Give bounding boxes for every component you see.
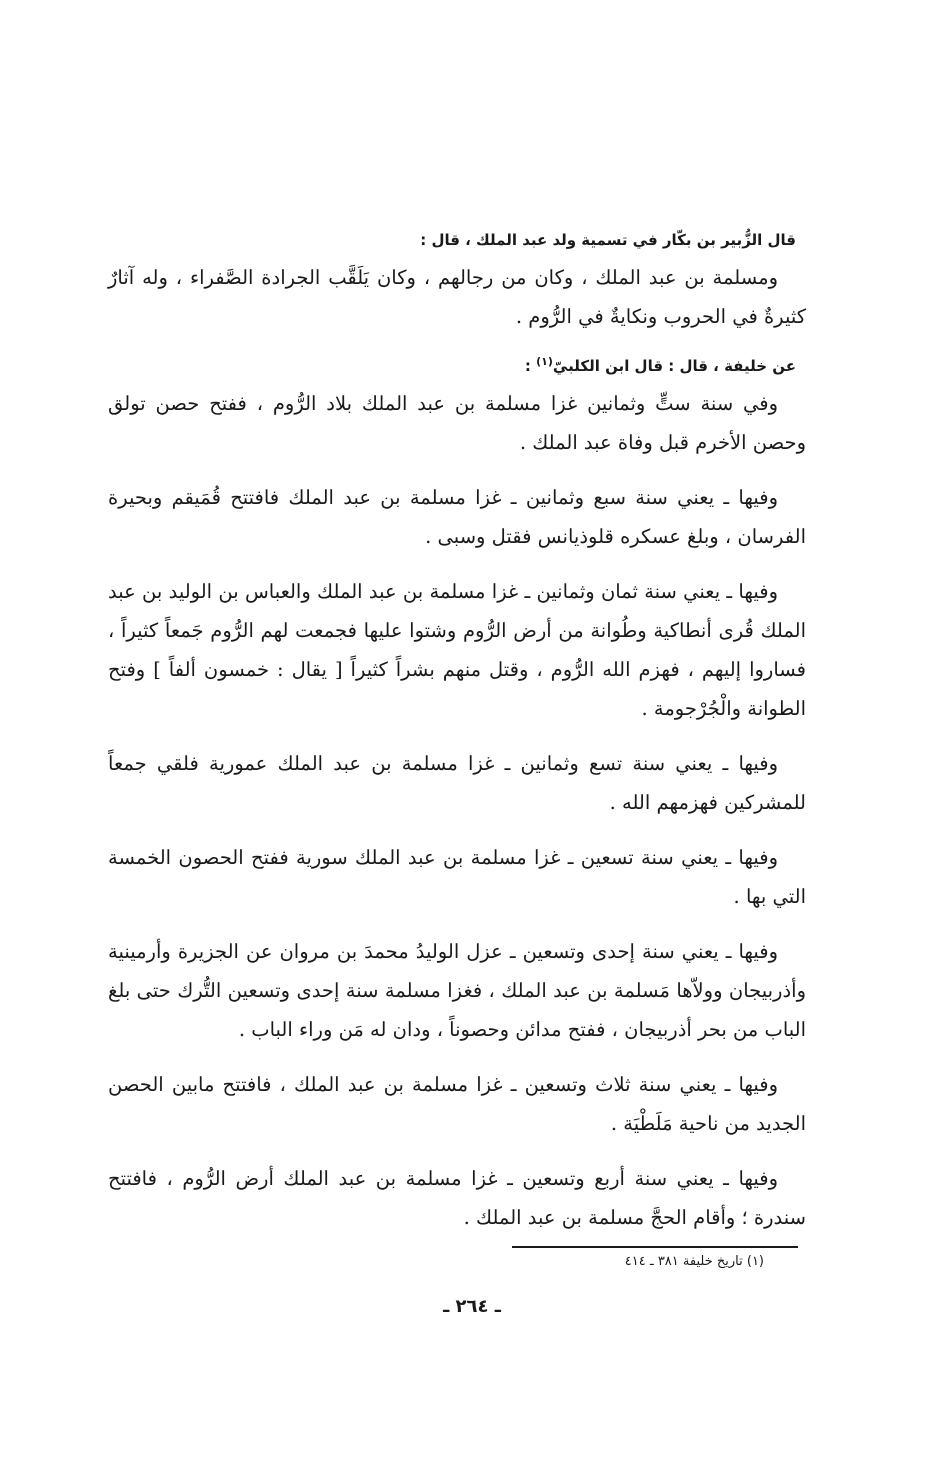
page-number: ـ ٢٦٤ ـ bbox=[443, 1296, 501, 1317]
footnote-divider bbox=[512, 1246, 798, 1248]
paragraph: وفيها ـ يعني سنة سبع وثمانين ـ غزا مسلمة بن عبد الملك فافتتح قُمَيقم وبحيرة الفرسان ، وبلغ عسكره قلوذيانس فقتل وسبى . bbox=[108, 486, 806, 548]
paragraph: وفيها ـ يعني سنة تسعين ـ غزا مسلمة بن عبد الملك سورية ففتح الحصون الخمسة التي بها . bbox=[108, 846, 806, 908]
page-body bbox=[108, 226, 806, 1253]
paragraph: وفيها ـ يعني سنة تسع وثمانين ـ غزا مسلمة بن عبد الملك عمورية فلقي جمعاً للمشركين فهزمهم الله . bbox=[108, 752, 806, 814]
footnote-reference: (١) bbox=[536, 355, 553, 368]
section-2-heading-tail: : bbox=[524, 357, 537, 375]
section-1-heading: قال الزُّبير بن بكّار في تسمية ولد عبد الملك ، قال : bbox=[420, 231, 796, 249]
footnote: (١) تاريخ خليفة ٣٨١ ـ ٤١٤ bbox=[624, 1254, 764, 1269]
section-1 bbox=[108, 226, 806, 336]
section-2-heading-text: عن خليفة ، قال : قال ابن الكلبيّ bbox=[552, 357, 796, 375]
paragraph: وفي سنة ستٍّ وثمانين غزا مسلمة بن عبد الملك بلاد الرُّوم ، ففتح حصن تولق وحصن الأخرم قبل وفاة عبد الملك . bbox=[108, 392, 806, 454]
paragraph: وفيها ـ يعني سنة أربع وتسعين ـ غزا مسلمة بن عبد الملك أرض الرُّوم ، فافتتح سندرة ؛ وأقام الحجَّ مسلمة بن عبد الملك . bbox=[108, 1167, 806, 1229]
paragraph: وفيها ـ يعني سنة إحدى وتسعين ـ عزل الوليدُ محمدَ بن مروان عن الجزيرة وأرمينية وأذربيجان وولاّها مَسلمة بن عبد الملك ، فغزا مسلمة سنة إحدى وتسعين التُّرك حتى بلغ الباب من بحر أذربيجان ، ففتح مدائن وحصوناً ، ودان له مَن وراء الباب . bbox=[108, 940, 806, 1041]
paragraph: وفيها ـ يعني سنة ثمان وثمانين ـ غزا مسلمة بن عبد الملك والعباس بن الوليد بن عبد الملك قُرى أنطاكية وطُوانة من أرض الرُّوم وشتوا عليها فجمعت لهم الرُّوم جَمعاً كثيراً ، فساروا إليهم ، فهزم الله الرُّوم ، وقتل منهم بشراً كثيراً [ يقال : خمسون ألفاً ] وفتح الطوانة والْجُرْجومة . bbox=[108, 580, 806, 720]
section-2-heading bbox=[108, 352, 806, 380]
paragraph: وفيها ـ يعني سنة ثلاث وتسعين ـ غزا مسلمة بن عبد الملك ، فافتتح مابين الحصن الجديد من ناحية مَلَطْيَة . bbox=[108, 1073, 806, 1135]
paragraph: ومسلمة بن عبد الملك ، وكان من رجالهم ، وكان يَلَقَّب الجرادة الصَّفراء ، وله آثارٌ كثيرةٌ في الحروب ونكايةٌ في الرُّوم . bbox=[108, 266, 806, 328]
section-2 bbox=[108, 352, 806, 1237]
